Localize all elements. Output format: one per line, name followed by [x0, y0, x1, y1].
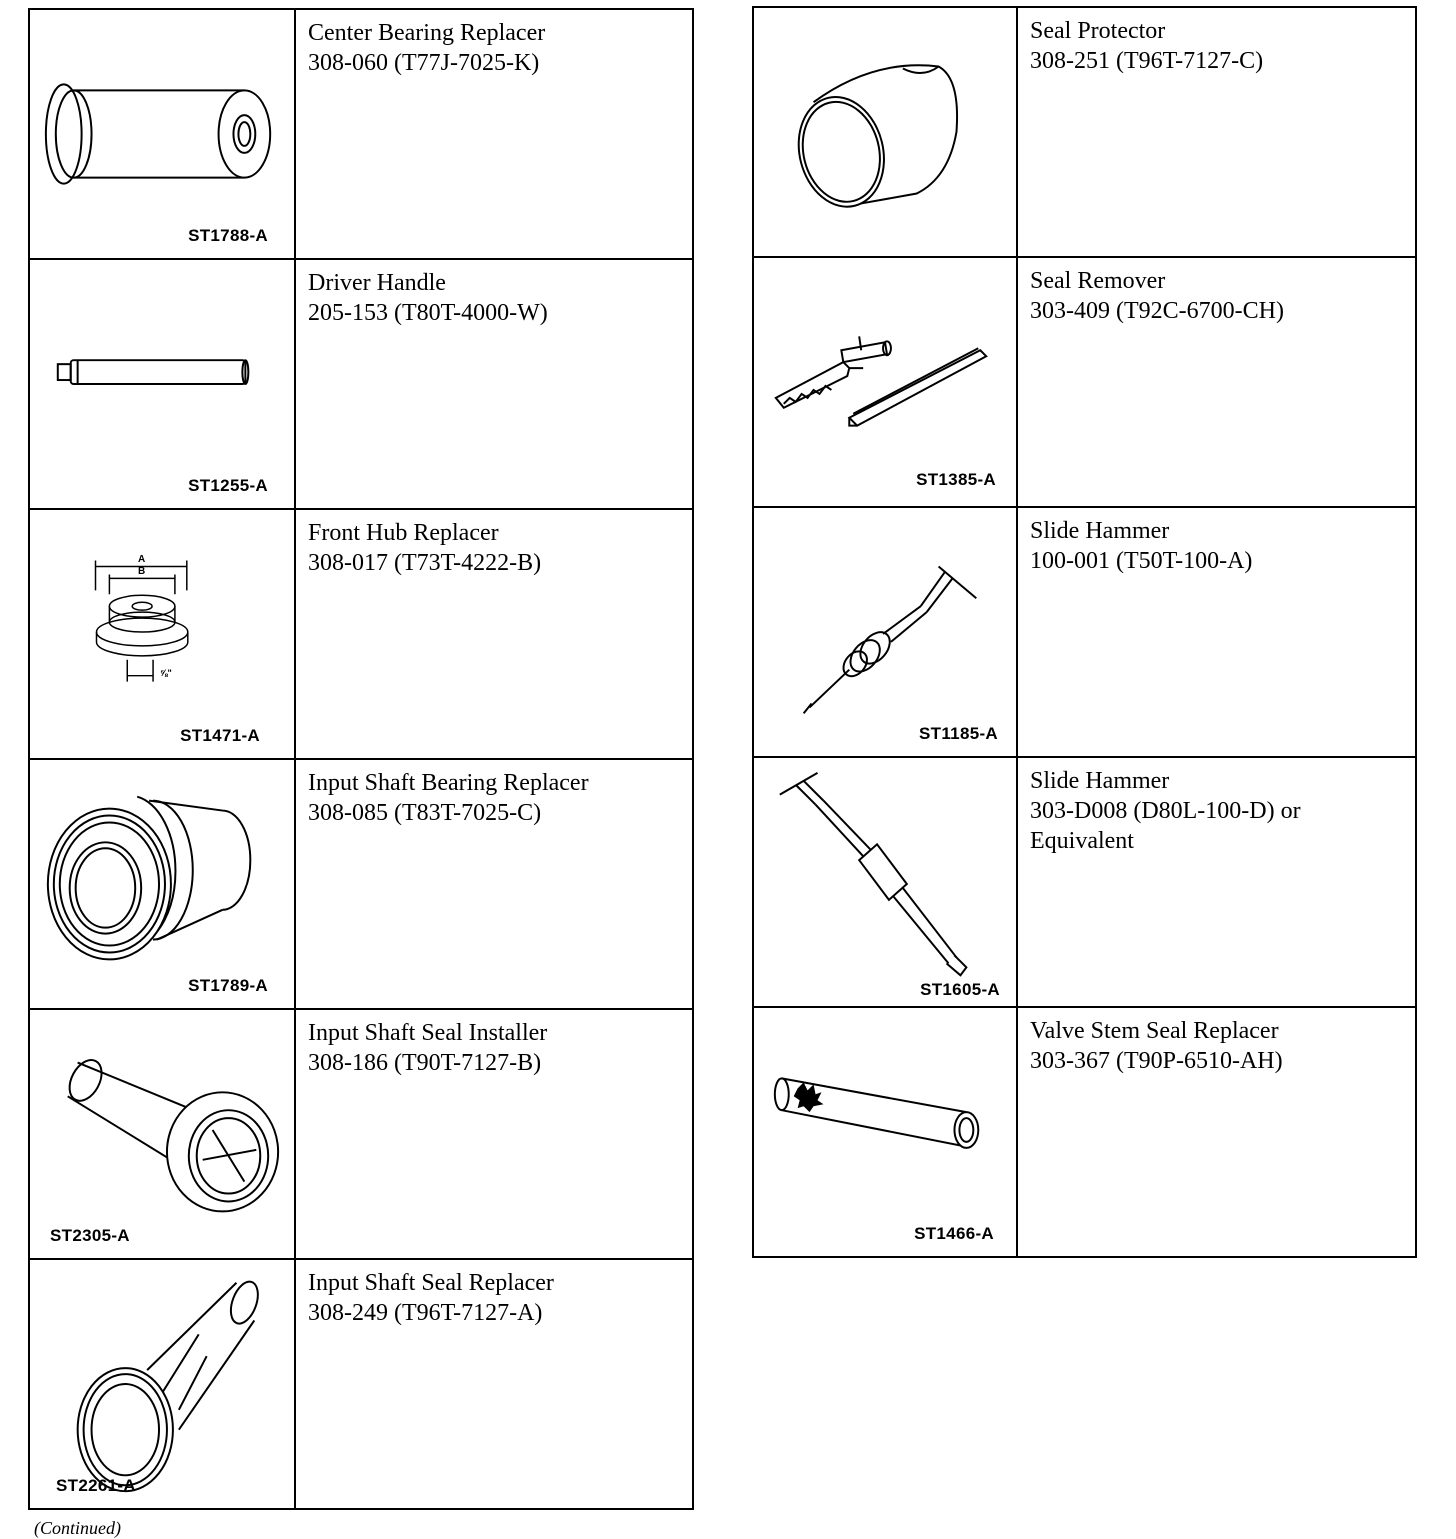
tool-number: 303-409 (T92C-6700-CH) — [1030, 298, 1284, 324]
tool-illustration-cell — [29, 9, 295, 259]
tool-row — [29, 759, 693, 1009]
tool-illustration-cell — [753, 7, 1017, 257]
tool-name: Input Shaft Seal Replacer — [308, 1270, 554, 1296]
tool-description-cell — [1017, 257, 1416, 507]
tool-illustration-cell — [29, 509, 295, 759]
input-shaft-seal-installer-drawing — [30, 1010, 294, 1258]
tool-number: 308-017 (T73T-4222-B) — [308, 550, 542, 576]
dimension-label-c: ⅝" — [160, 668, 172, 678]
tool-name: Driver Handle — [308, 270, 446, 296]
tool-number-extra: Equivalent — [1030, 828, 1134, 854]
illustration-code: ST1466-A — [914, 1224, 994, 1243]
seal-remover-drawing — [754, 258, 1016, 506]
tool-number: 308-186 (T90T-7127-B) — [308, 1050, 542, 1076]
slide-hammer-drawing — [754, 508, 1016, 756]
illustration-code: ST2261-A — [56, 1476, 136, 1495]
tool-number: 205-153 (T80T-4000-W) — [308, 300, 548, 326]
dimension-label-a: A — [138, 554, 146, 565]
tool-name: Center Bearing Replacer — [308, 20, 546, 46]
tool-row — [753, 1007, 1416, 1257]
tool-row — [29, 1009, 693, 1259]
tool-number: 100-001 (T50T-100-A) — [1030, 548, 1253, 574]
tool-illustration-cell — [753, 507, 1017, 757]
illustration-code: ST1605-A — [920, 980, 1000, 999]
tool-number: 308-249 (T96T-7127-A) — [308, 1300, 543, 1326]
valve-stem-seal-replacer-drawing — [754, 1008, 1016, 1256]
illustration-code: ST1471-A — [180, 726, 260, 745]
continued-note: (Continued) — [34, 1518, 121, 1538]
tool-description-cell — [295, 509, 693, 759]
illustration-code: ST1185-A — [919, 724, 998, 743]
illustration-code: ST1788-A — [188, 226, 268, 245]
tool-name: Seal Protector — [1030, 18, 1166, 44]
left-tool-table — [28, 8, 694, 1510]
tool-illustration-cell — [29, 1259, 295, 1509]
illustration-code: ST1385-A — [916, 470, 996, 489]
tool-name: Input Shaft Bearing Replacer — [308, 770, 589, 796]
tool-illustration-cell — [29, 259, 295, 509]
tool-illustration-cell — [29, 1009, 295, 1259]
tool-description-cell — [295, 9, 693, 259]
tool-number: 308-060 (T77J-7025-K) — [308, 50, 540, 76]
tool-name: Valve Stem Seal Replacer — [1030, 1018, 1279, 1044]
tool-row — [29, 259, 693, 509]
tool-description-cell — [295, 1009, 693, 1259]
tool-description-cell — [1017, 7, 1416, 257]
input-shaft-bearing-replacer-drawing — [30, 760, 294, 1008]
tool-row — [753, 507, 1416, 757]
tool-number: 303-367 (T90P-6510-AH) — [1030, 1048, 1283, 1074]
tool-name: Front Hub Replacer — [308, 520, 499, 546]
tool-number: 308-085 (T83T-7025-C) — [308, 800, 542, 826]
front-hub-replacer-drawing — [30, 510, 294, 758]
tool-illustration-cell — [753, 257, 1017, 507]
tool-row — [29, 9, 693, 259]
tool-description-cell — [295, 759, 693, 1009]
tool-description-cell — [295, 259, 693, 509]
tool-name: Seal Remover — [1030, 268, 1166, 294]
tool-number: 308-251 (T96T-7127-C) — [1030, 48, 1264, 74]
tool-row — [753, 757, 1416, 1007]
seal-protector-drawing — [754, 8, 1016, 256]
tool-name: Slide Hammer — [1030, 768, 1170, 794]
tool-illustration-cell — [29, 759, 295, 1009]
illustration-code: ST1255-A — [188, 476, 268, 495]
tool-name: Input Shaft Seal Installer — [308, 1020, 548, 1046]
center-bearing-replacer-drawing — [30, 10, 294, 258]
tool-illustration-cell — [753, 1007, 1017, 1257]
driver-handle-drawing — [30, 260, 294, 508]
input-shaft-seal-replacer-drawing — [30, 1260, 294, 1508]
tool-row — [29, 1259, 693, 1509]
right-tool-table — [752, 6, 1417, 1258]
tool-illustration-cell — [753, 757, 1017, 1007]
tool-description-cell — [1017, 1007, 1416, 1257]
illustration-code: ST2305-A — [50, 1226, 130, 1245]
illustration-code: ST1789-A — [188, 976, 268, 995]
tool-description-cell — [1017, 507, 1416, 757]
slide-hammer-equivalent-drawing — [754, 758, 1016, 1006]
tool-number: 303-D008 (D80L-100-D) or — [1030, 798, 1301, 824]
tool-row — [753, 257, 1416, 507]
tool-description-cell — [1017, 757, 1416, 1007]
tool-description-cell — [295, 1259, 693, 1509]
tool-row — [753, 7, 1416, 257]
tool-row — [29, 509, 693, 759]
dimension-label-b: B — [138, 566, 146, 577]
tool-name: Slide Hammer — [1030, 518, 1170, 544]
